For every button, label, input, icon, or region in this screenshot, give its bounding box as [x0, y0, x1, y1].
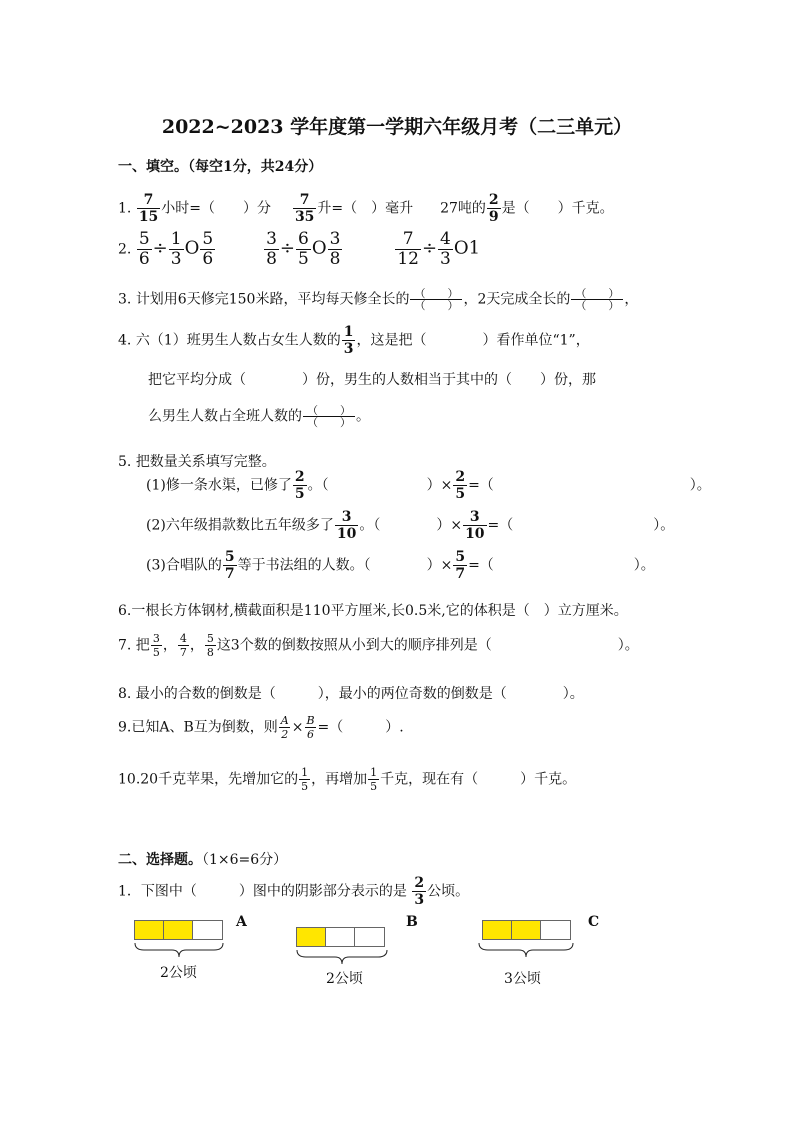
q5-item-1-text: (1)修一条水渠，已修了 [146, 477, 292, 494]
q2-e2-f2: $\frac{6}{5}$ [297, 229, 309, 269]
divide-sign: ÷ [152, 237, 168, 259]
q1-number: 1. [118, 200, 132, 217]
s2q1-text-2: 公顷。 [427, 883, 470, 900]
figure-a-brace [134, 942, 224, 958]
question-5 [118, 451, 276, 471]
times-sign: × [291, 719, 304, 736]
q2-e3-f2: $\frac{4}{3}$ [440, 229, 451, 269]
q1-text-4: 是（ ）千克。 [501, 200, 614, 217]
section2-heading [118, 849, 287, 869]
q3-number: 3. [118, 291, 132, 308]
q4-text-2: ，这是把（ ）看作单位“1”， [356, 332, 590, 349]
question-4 [118, 325, 590, 356]
q3-text-3: ， [624, 291, 639, 308]
figure-c-brace [478, 942, 574, 958]
q5-item-3 [146, 550, 655, 581]
q5-item-3-text: (3)合唱队的 [146, 557, 222, 574]
q4-line-3 [148, 405, 370, 428]
divide-sign: ÷ [421, 237, 438, 259]
q9-fraction-1: $\frac{A}{2}$ [280, 714, 289, 741]
figure-b-cell [326, 928, 355, 946]
q5-intro: 把数量关系填写完整。 [135, 454, 276, 470]
figure-c-cell [541, 921, 570, 939]
figure-b-bar [296, 927, 385, 947]
q9-text-1: 9.已知A、B互为倒数，则 [118, 719, 278, 736]
q5-item-2-blank[interactable]: 。（ ）× [359, 517, 463, 534]
q4-text-1: 六（1）班男生人数占女生人数的 [135, 332, 341, 349]
figure-a-cell [135, 921, 164, 939]
question-8: 8. 最小的合数的倒数是（ ），最小的两位奇数的倒数是（ ）。 [118, 686, 584, 702]
q4-line-2: 把它平均分成（ ）份，男生的人数相当于其中的（ ）份，那 [148, 372, 596, 388]
section2-question-1 [118, 876, 469, 907]
q5-item-3-fraction: $\frac{5}{7}$ [224, 549, 235, 582]
q7-text-2: 这3个数的倒数按照从小到大的顺序排列是（ ）。 [216, 637, 639, 654]
q5-item-1-fraction: $\frac{2}{5}$ [294, 469, 305, 502]
q4-line-3-text: 么男生人数占全班人数的 [148, 408, 302, 425]
q7-text-1: 7. 把 [118, 637, 150, 654]
figure-a-bar [134, 920, 223, 940]
figure-c-cell [483, 921, 512, 939]
section2-heading-main: 二、选择题。 [118, 852, 202, 868]
q4-number: 4. [118, 332, 132, 349]
divide-sign: ÷ [279, 237, 295, 259]
figure-a-letter[interactable]: A [236, 914, 247, 930]
q4-fraction: $\frac{1}{3}$ [343, 324, 354, 357]
q7-fraction-2: $\frac{4}{7}$ [179, 632, 187, 659]
figure-a-cell [164, 921, 193, 939]
q5-item-3-result[interactable]: =（ ）。 [468, 557, 655, 574]
q3-blank-fraction-1[interactable]: $\frac{( )}{( )}$ [410, 288, 462, 311]
q5-item-1 [146, 470, 711, 501]
figure-c-letter[interactable]: C [588, 914, 600, 930]
q5-item-2 [146, 510, 674, 541]
compare-circle: O [311, 237, 327, 259]
q10-text-1: 10.20千克苹果，先增加它的 [118, 771, 299, 788]
question-1 [118, 193, 614, 224]
q5-item-3-blank[interactable]: 等于书法组的人数。（ ）× [237, 557, 453, 574]
question-9 [118, 715, 404, 740]
q9-fraction-2: $\frac{B}{6}$ [306, 714, 315, 741]
q7-sep-2: ， [189, 637, 204, 654]
q1-text-2: 升=（ ）毫升 [317, 200, 414, 217]
s2q1-fraction: $\frac{2}{3}$ [414, 875, 425, 908]
question-10 [118, 767, 576, 792]
figure-b-cell [355, 928, 384, 946]
page-title: 2022~2023 学年度第一学期六年级月考（二三单元） [161, 116, 633, 138]
q2-number: 2. [118, 241, 132, 258]
q4-line-3-end: 。 [356, 408, 370, 425]
q5-item-1-result[interactable]: =（ ）。 [468, 477, 711, 494]
q5-item-1-blank[interactable]: 。（ ）× [307, 477, 453, 494]
q5-item-2-result[interactable]: =（ ）。 [487, 517, 675, 534]
q5-item-3-fraction-repeat: $\frac{5}{7}$ [455, 549, 466, 582]
figure-b-brace [296, 949, 388, 965]
q2-e2-f1: $\frac{3}{8}$ [266, 229, 277, 269]
q2-e3-f1: $\frac{7}{12}$ [397, 229, 419, 269]
q5-item-2-fraction-repeat: $\frac{3}{10}$ [465, 509, 485, 542]
q7-fraction-1: $\frac{3}{5}$ [152, 632, 160, 659]
figure-c-bar [482, 920, 571, 940]
q2-e1-f1: $\frac{5}{6}$ [138, 229, 150, 269]
figure-c-cell [512, 921, 541, 939]
q10-fraction-1: $\frac{1}{5}$ [301, 766, 309, 793]
q5-number: 5. [118, 454, 132, 470]
compare-circle-one: O1 [453, 237, 481, 259]
q7-sep-1: ， [162, 637, 177, 654]
figure-a-cell [193, 921, 222, 939]
q4-blank-fraction[interactable]: $\frac{( )}{( )}$ [303, 405, 355, 428]
q2-e2-f3: $\frac{3}{8}$ [329, 229, 341, 269]
question-6: 6.一根长方体钢材,横截面积是110平方厘米,长0.5米,它的体积是（ ）立方厘米。 [118, 603, 628, 619]
q10-text-2: ，再增加 [311, 771, 368, 788]
s2q1-text-1: 1．下图中（ ）图中的阴影部分表示的是 [118, 883, 412, 900]
q1-text-1: 小时=（ ）分 [161, 200, 272, 217]
q1-fraction-1: $\frac{7}{15}$ [138, 192, 159, 225]
q5-item-1-fraction-repeat: $\frac{2}{5}$ [455, 469, 466, 502]
figure-a-caption: 2公顷 [160, 965, 197, 981]
q9-text-2: =（ ）. [317, 719, 404, 736]
figure-c-caption: 3公顷 [504, 971, 541, 987]
q3-text-1: 计划用6天修完150米路，平均每天修全长的 [135, 291, 410, 308]
question-7 [118, 633, 639, 658]
q3-blank-fraction-2[interactable]: $\frac{( )}{( )}$ [571, 288, 623, 311]
q10-text-3: 千克，现在有（ ）千克。 [380, 771, 577, 788]
q2-e1-f3: $\frac{5}{6}$ [202, 229, 214, 269]
q5-item-2-fraction: $\frac{3}{10}$ [336, 509, 357, 542]
q7-fraction-3: $\frac{5}{8}$ [206, 632, 214, 659]
q1-fraction-3: $\frac{2}{9}$ [488, 192, 499, 225]
q1-fraction-2: $\frac{7}{35}$ [294, 192, 315, 225]
q3-text-2: ，2天完成全长的 [463, 291, 571, 308]
question-2 [118, 231, 480, 268]
compare-circle: O [184, 237, 200, 259]
figure-b-cell [297, 928, 326, 946]
q5-item-2-text: (2)六年级捐款数比五年级多了 [146, 517, 334, 534]
q10-fraction-2: $\frac{1}{5}$ [370, 766, 378, 793]
figure-b-letter[interactable]: B [406, 914, 418, 930]
question-3 [118, 288, 638, 311]
section1-heading: 一、填空。（每空1分，共24分） [118, 159, 323, 175]
q2-e1-f2: $\frac{1}{3}$ [170, 229, 182, 269]
section2-heading-score: （1×6=6分） [202, 852, 288, 868]
q1-text-3: 27吨的 [440, 200, 486, 217]
figure-b-caption: 2公顷 [326, 971, 363, 987]
